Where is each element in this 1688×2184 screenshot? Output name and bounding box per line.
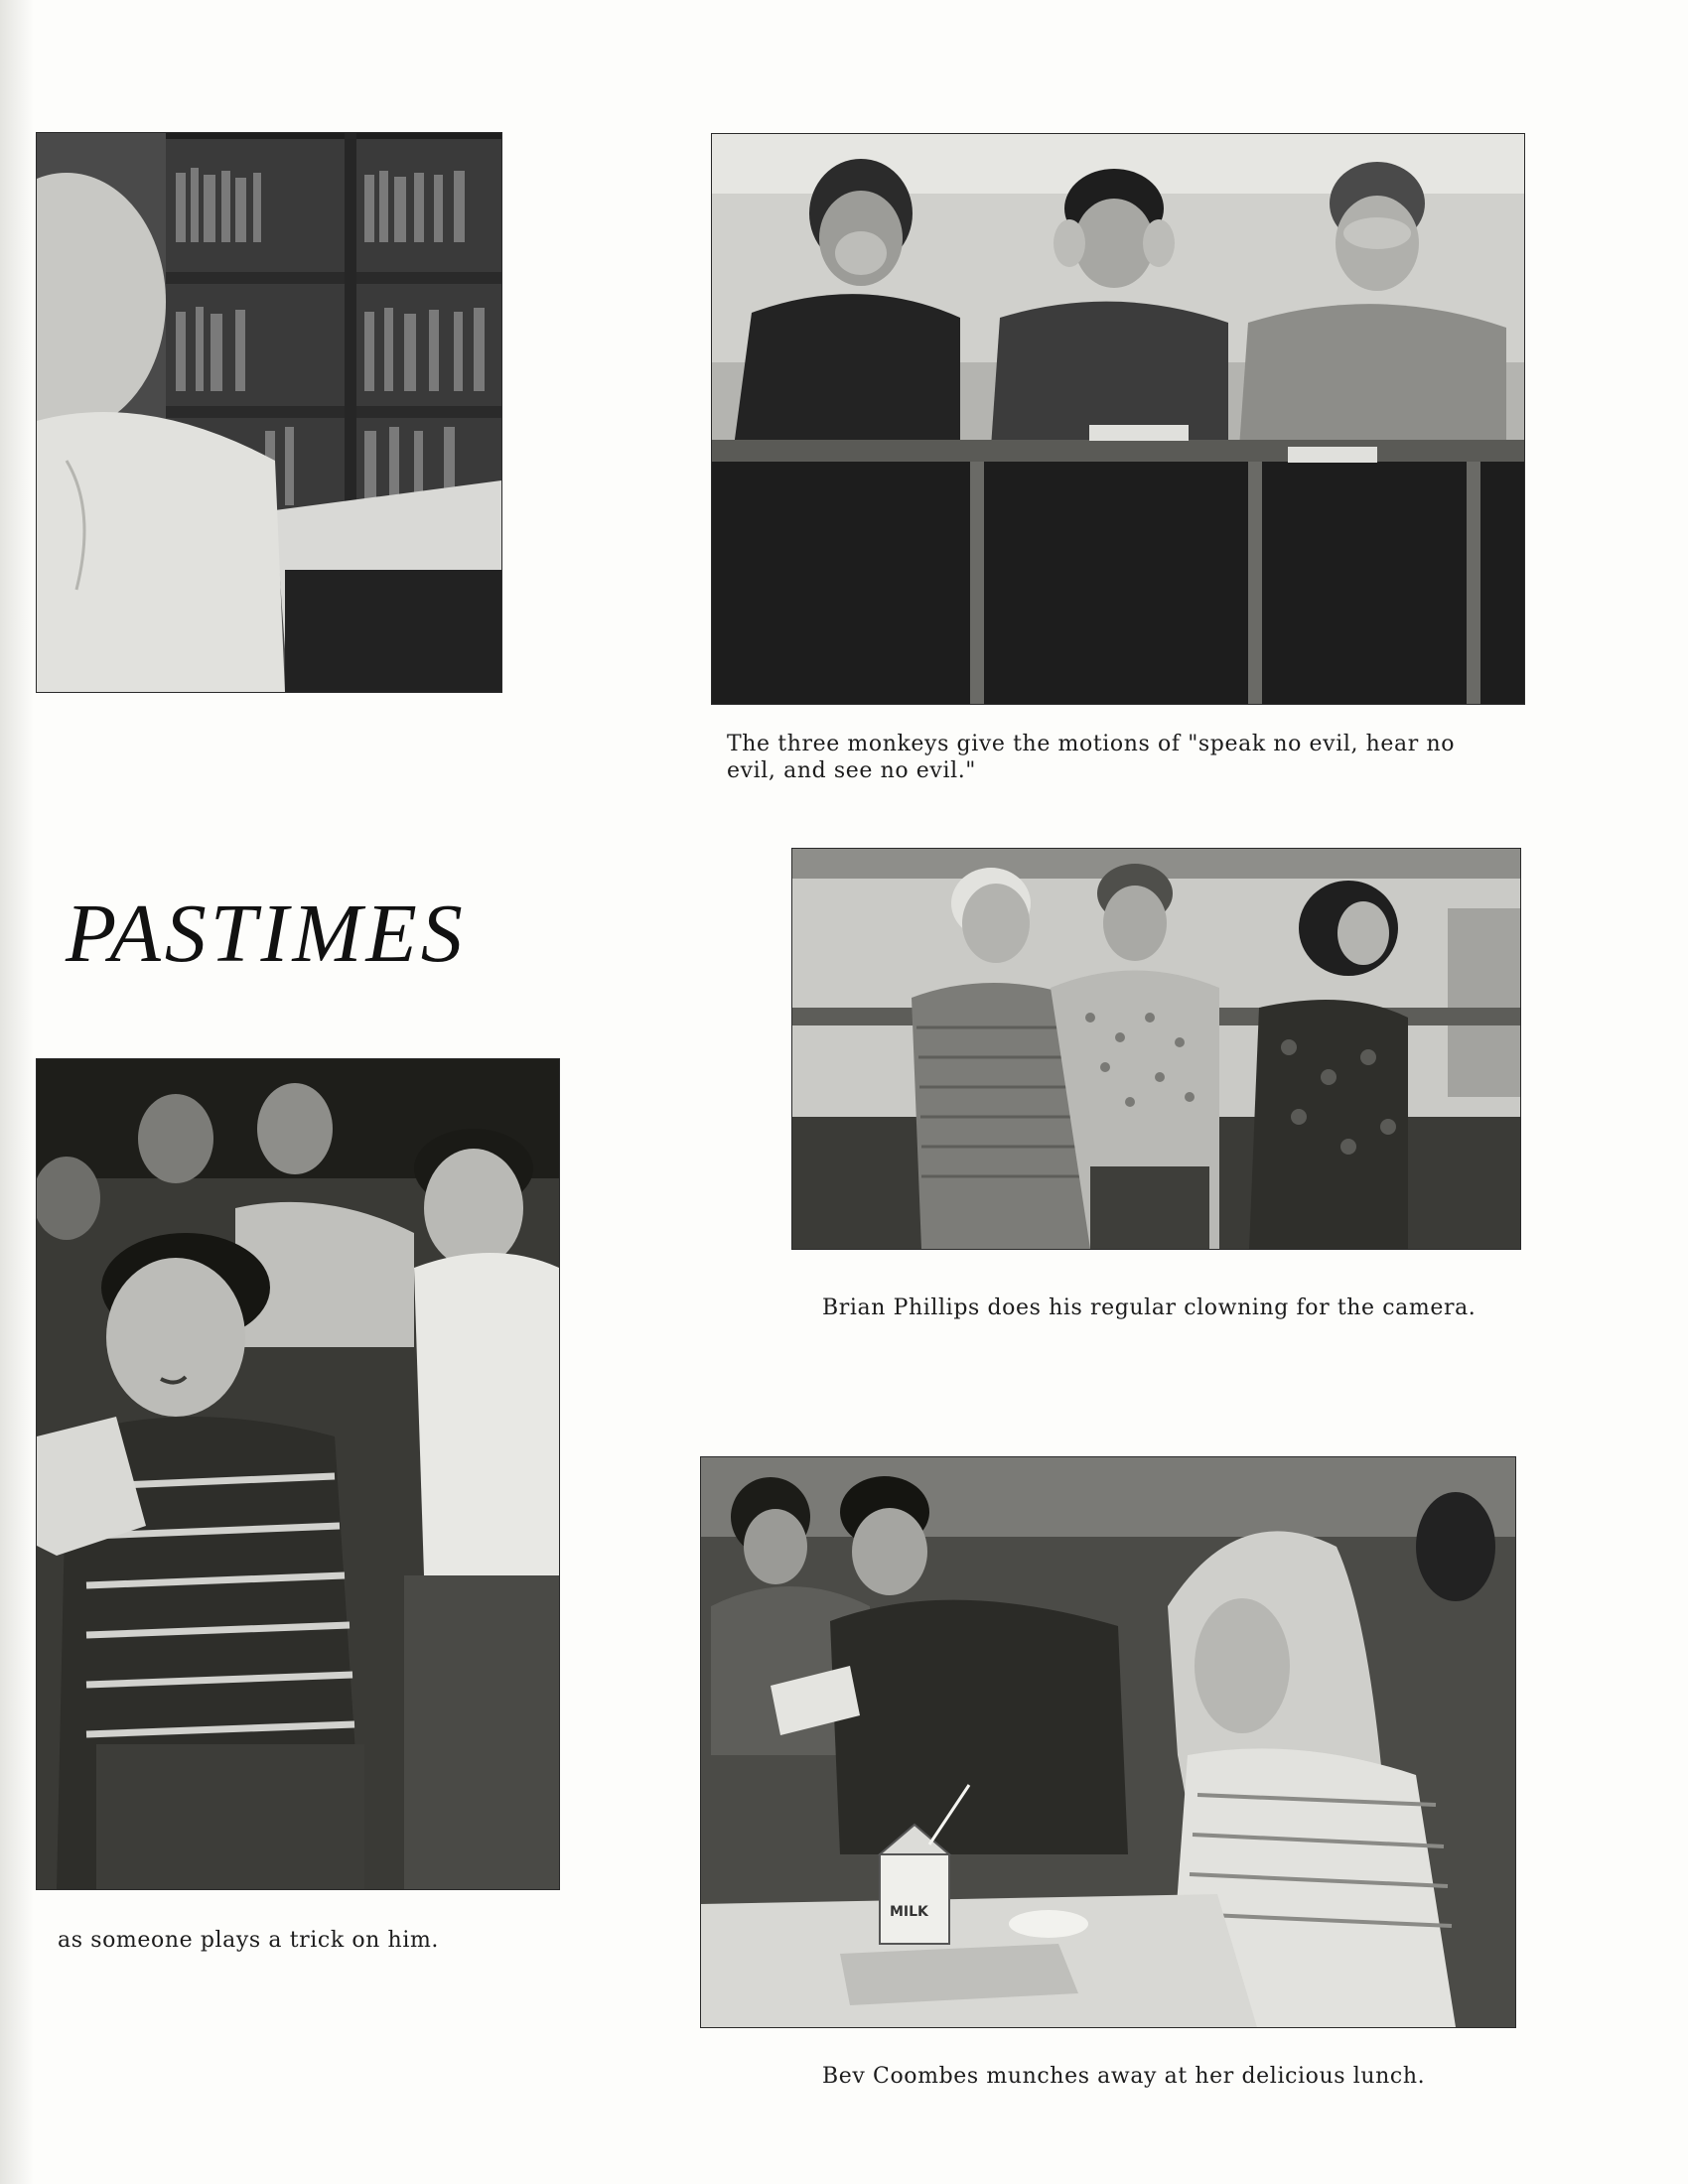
photo-teacher-library-image	[37, 133, 501, 692]
page-title: PASTIMES	[66, 887, 467, 980]
caption-three-monkeys: The three monkeys give the motions of "speak no evil, hear no evil, and see no evil."	[727, 732, 1456, 783]
caption-brian-phillips: Brian Phillips does his regular clowning for the camera.	[822, 1296, 1477, 1320]
photo-boys-laughing	[36, 1058, 560, 1890]
milk-carton-label: MILK	[890, 1904, 928, 1920]
photo-teacher-library	[36, 132, 502, 693]
caption-bev-coombes: Bev Coombes munches away at her delicious lunch.	[822, 2064, 1426, 2089]
caption-trick: as someone plays a trick on him.	[58, 1928, 440, 1953]
photo-three-monkeys	[711, 133, 1525, 705]
photo-brian-phillips	[791, 848, 1521, 1250]
photo-bev-coombes-image	[701, 1457, 1515, 2027]
photo-bev-coombes	[700, 1456, 1516, 2028]
photo-brian-phillips-image	[792, 849, 1520, 1249]
photo-boys-laughing-image	[37, 1059, 559, 1889]
photo-three-monkeys-image	[712, 134, 1524, 704]
page-gutter-shadow	[0, 0, 34, 2184]
